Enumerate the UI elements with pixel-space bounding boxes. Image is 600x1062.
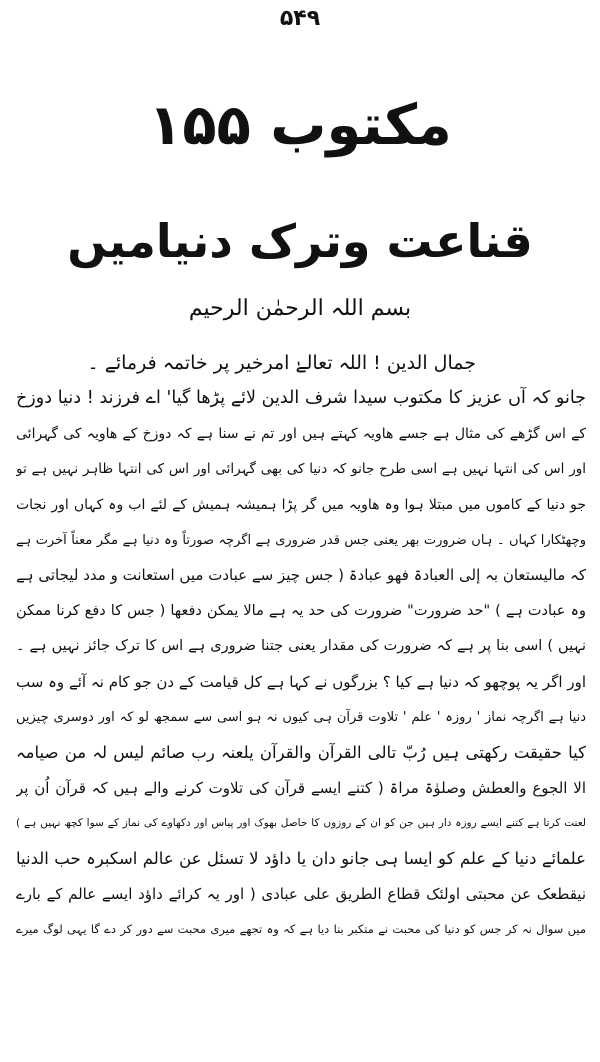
body-line: اور اس کی انتہا نہیں ہے اسی طرح جانو کہ دنیا کی بھی گہرائی اور اس کی انتہا ظاہر نہیں ہے تو xyxy=(16,461,586,478)
body-line: کیا حقیقت رکھتی ہیں رُبّ تالی القرآن والقرآن یلعنہ رب صائم لیس لہ من صیامہ xyxy=(16,743,586,763)
body-line: جانو کہ آں عزیز کا مکتوب سیدا شرف الدین لائے پڑھا گیا' اے فرزند ! دنیا دوزخ xyxy=(16,388,586,409)
body-line: دنیا ہے اگرچہ نماز ' روزہ ' علم ' تلاوت قرآن ہی کیوں نہ ہو اسی سے سمجھ لو کہ اور دوسری چیزیں xyxy=(16,709,586,725)
bismillah: بسم اللہ الرحمٰن الرحیم xyxy=(188,296,412,321)
body-line: وچھٹکارا کہاں ۔ ہاں ضرورت بھر یعنی جس قدر ضروری ہے اگرچہ صورتاً وہ دنیا ہے مگر معناً آخرت ہے xyxy=(16,532,586,548)
body-line: کہ مالیستعان بہ إلی العبادۃ فھو عبادۃ ( جس چیز سے عبادت میں استعانت و مدد لیجاتی ہے xyxy=(16,566,586,585)
letter-body xyxy=(16,346,586,948)
page-number: ۵۴۹ xyxy=(279,6,321,31)
body-line: وہ عبادت ہے ) "حد ضرورت" ضرورت کی حد یہ ہے مالا یمکن دفعھا ( جس کا دفع کرنا ممکن xyxy=(16,602,586,619)
body-line: الا الجوع والعطش وصلوٰۃ مراۃ ( کتنے ایسے قرآن کی تلاوت کرنے والے ہیں کہ قرآن اُن پر xyxy=(16,778,586,797)
body-line: اور اگر یہ پوچھو کہ دنیا ہے کیا ؟ بزرگوں نے کہا ہے کل قیامت کے دن جو کام نہ آئے وہ سب xyxy=(16,672,586,691)
body-line: نیقطعک عن محبتی اولئک قطاع الطریق علی عبادی ( اور یہ کرائے داؤد ایسے عالم کے بارے xyxy=(16,884,586,903)
body-line: لعنت کرتا ہے کتنے ایسے روزہ دار ہیں جن کو ان کے روزوں کا حاصل بھوک اور پیاس اور دکھاوے کی نماز کے سوا کچھ نہیں ہے ) xyxy=(16,817,586,830)
body-line: میں سوال نہ کر جس کو دنیا کی محبت نے متکبر بنا دیا ہے کہ وہ تجھے میری محبت سے دور کر دے گا یہی لوگ میرے xyxy=(16,922,586,937)
body-line: جو دنیا کے کاموں میں مبتلا ہوا وہ ھاویہ میں گر پڑا ہمیشہ ہمیش کے لئے اب وہ کہاں اور نجات xyxy=(16,496,586,513)
body-line: نہیں ) اسی بنا پر ہے کہ ضرورت کی مقدار یعنی جتنا ضروری ہے اس کا ترک جائز نہیں ہے ۔ xyxy=(16,638,586,655)
letter-title: مکتوب ۱۵۵ xyxy=(148,93,452,158)
body-line: جمال الدین ! اللہ تعالےٰ امرخیر پر خاتمہ فرمائے ۔ xyxy=(87,352,476,374)
letter-subtitle: قناعت وترک دنیامیں xyxy=(67,214,533,268)
body-line: علمائے دنیا کے علم کو ایسا ہی جانو دان یا داؤد لا تسئل عن عالم اسکبرہ حب الدنیا xyxy=(16,849,586,869)
body-line: کے اس گڑھے کی مثال ہے جسے ھاویہ کہتے ہیں اور تم نے سنا ہے کہ دوزخ کے ھاویہ کی گہرائی xyxy=(16,425,586,442)
